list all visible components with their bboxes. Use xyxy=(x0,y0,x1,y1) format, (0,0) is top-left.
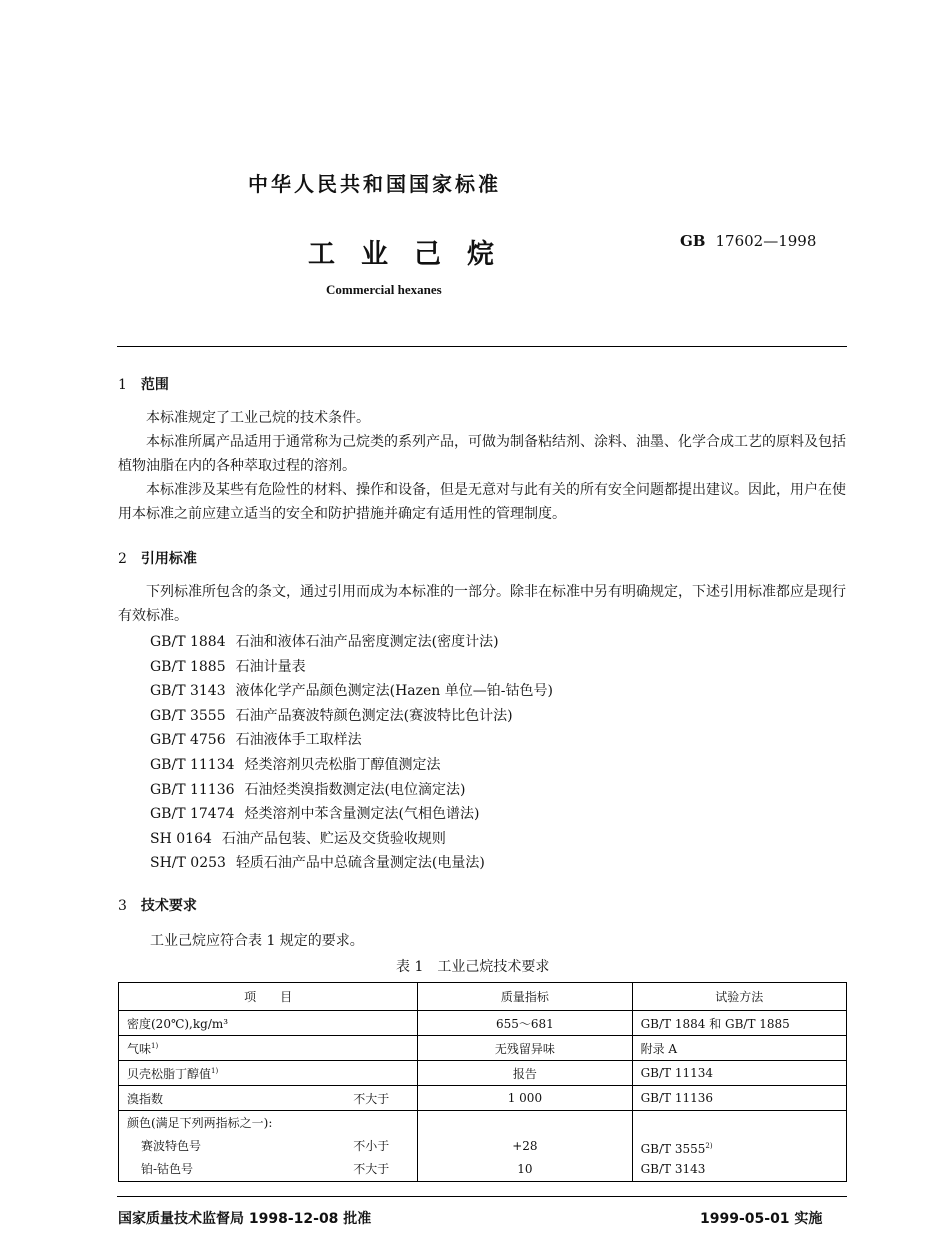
reference-item xyxy=(150,851,553,876)
item-label: 赛波特色号 xyxy=(141,1138,202,1153)
reference-title: 石油液体手工取样法 xyxy=(235,732,362,749)
table-row xyxy=(119,1061,847,1086)
reference-title: 石油产品包装、贮运及交货验收规则 xyxy=(221,830,446,847)
row-method: GB/T 1884 和 GB/T 1885 xyxy=(632,1011,846,1036)
reference-title: 石油计量表 xyxy=(235,658,306,675)
row-value: 1 000 xyxy=(418,1086,632,1111)
color-sub-value: +28 xyxy=(512,1138,538,1153)
reference-code: GB/T 1884 xyxy=(150,634,226,650)
standard-code: 17602—1998 xyxy=(715,232,817,250)
section-1-heading xyxy=(118,374,169,394)
section-2-heading xyxy=(118,548,197,568)
footnote-mark: 1) xyxy=(211,1066,219,1075)
reference-item xyxy=(150,802,553,827)
row-value: 报告 xyxy=(418,1061,632,1086)
reference-item xyxy=(150,630,553,655)
reference-code: GB/T 1885 xyxy=(150,658,226,675)
color-sub-method xyxy=(641,1135,838,1158)
limit-label: 不大于 xyxy=(353,1161,390,1176)
section-3-heading xyxy=(118,895,197,915)
row-method: GB/T 11134 xyxy=(632,1061,846,1086)
standard-number xyxy=(680,232,816,250)
reference-item xyxy=(150,704,553,729)
header-divider xyxy=(117,346,847,347)
reference-title: 石油和液体石油产品密度测定法(密度计法) xyxy=(235,634,499,650)
item-label: 气味 xyxy=(127,1041,152,1056)
section-title: 技术要求 xyxy=(140,898,197,914)
reference-item xyxy=(150,827,553,852)
paragraph: 本标准所属产品适用于通常称为己烷类的系列产品，可做为制备粘结剂、涂料、油墨、化学合成工艺的原料及包括植物油脂在内的各种萃取过程的溶剂。 xyxy=(118,434,846,474)
footnote-mark: 1) xyxy=(151,1041,159,1050)
color-sub-item xyxy=(127,1135,409,1158)
header-item: 项 目 xyxy=(119,983,418,1011)
reference-list xyxy=(150,630,553,876)
spec-table xyxy=(118,982,847,1182)
color-sub-value: 10 xyxy=(517,1161,533,1176)
row-value: 无残留异味 xyxy=(418,1036,632,1061)
table-row-color xyxy=(119,1111,847,1182)
section-title: 范围 xyxy=(140,377,169,393)
reference-item xyxy=(150,728,553,753)
reference-title: 烃类溶剂中苯含量测定法(气相色谱法) xyxy=(244,806,480,823)
paragraph: 下列标准所包含的条文，通过引用而成为本标准的一部分。除非在标准中另有明确规定，下述引用标准都应是现行有效标准。 xyxy=(118,584,846,624)
row-item xyxy=(119,1086,418,1111)
reference-code: GB/T 3555 xyxy=(150,707,226,724)
item-label: 贝壳松脂丁醇值 xyxy=(127,1066,212,1081)
row-item xyxy=(119,1061,418,1086)
paragraph: 本标准规定了工业己烷的技术条件。 xyxy=(146,410,370,426)
reference-item xyxy=(150,778,553,803)
row-value: 655～681 xyxy=(418,1011,632,1036)
section-number: 1 xyxy=(118,377,127,393)
reference-item xyxy=(150,655,553,680)
reference-title: 石油产品赛波特颜色测定法(赛波特比色计法) xyxy=(235,707,513,724)
table-header-row xyxy=(119,983,847,1011)
item-label: 密度(20℃),kg/m³ xyxy=(127,1016,229,1031)
section-3-intro: 工业己烷应符合表 1 规定的要求。 xyxy=(150,933,364,949)
reference-code: SH/T 0253 xyxy=(150,855,226,872)
standard-org-heading: 中华人民共和国国家标准 xyxy=(248,172,501,196)
row-value xyxy=(418,1111,632,1182)
reference-code: GB/T 3143 xyxy=(150,683,226,700)
limit-label: 不小于 xyxy=(353,1138,390,1153)
footer-divider xyxy=(117,1196,847,1197)
table-row xyxy=(119,1036,847,1061)
item-label: 铂-钴色号 xyxy=(141,1161,194,1176)
standard-prefix: GB xyxy=(680,232,706,250)
row-item xyxy=(119,1011,418,1036)
reference-code: SH 0164 xyxy=(150,830,212,847)
method-label: GB/T 3555 xyxy=(640,1141,706,1156)
table-row xyxy=(119,1086,847,1111)
reference-title: 轻质石油产品中总硫含量测定法(电量法) xyxy=(235,855,485,872)
color-sub-method: GB/T 3143 xyxy=(640,1161,706,1176)
row-item xyxy=(119,1036,418,1061)
reference-code: GB/T 11134 xyxy=(150,756,235,773)
footnote-mark: 2) xyxy=(705,1141,713,1150)
implementation-line: 1999-05-01 实施 xyxy=(700,1211,823,1227)
header-method: 试验方法 xyxy=(632,983,846,1011)
section-1-body xyxy=(118,406,848,526)
table-row xyxy=(119,1011,847,1036)
item-label: 溴指数 xyxy=(127,1091,164,1106)
section-title: 引用标准 xyxy=(140,551,197,567)
row-method xyxy=(632,1111,846,1182)
table-caption: 表 1 工业己烷技术要求 xyxy=(396,959,550,975)
header-value: 质量指标 xyxy=(418,983,632,1011)
english-title: Commercial hexanes xyxy=(326,282,442,297)
color-sub-item xyxy=(127,1158,409,1181)
reference-title: 烃类溶剂贝壳松脂丁醇值测定法 xyxy=(244,756,441,773)
reference-code: GB/T 4756 xyxy=(150,732,226,749)
reference-code: GB/T 11136 xyxy=(150,781,235,798)
reference-item xyxy=(150,679,553,704)
row-method: GB/T 11136 xyxy=(632,1086,846,1111)
document-title: 工业己烷 xyxy=(308,239,520,270)
reference-code: GB/T 17474 xyxy=(150,806,235,823)
paragraph: 本标准涉及某些有危险性的材料、操作和设备，但是无意对与此有关的所有安全问题都提出建议。因此，用户在使用本标准之前应建立适当的安全和防护措施并确定有适用性的管理制度。 xyxy=(118,482,846,522)
row-item xyxy=(119,1111,418,1182)
approval-line: 国家质量技术监督局 1998-12-08 批准 xyxy=(118,1211,372,1227)
section-2-intro xyxy=(118,580,848,628)
section-number: 2 xyxy=(118,551,127,567)
section-number: 3 xyxy=(118,898,127,914)
reference-title: 石油烃类溴指数测定法(电位滴定法) xyxy=(244,781,466,798)
limit-label: 不大于 xyxy=(353,1091,390,1106)
reference-title: 液体化学产品颜色测定法(Hazen 单位—铂-钴色号) xyxy=(235,683,553,700)
reference-item xyxy=(150,753,553,778)
color-group-label: 颜色(满足下列两指标之一): xyxy=(127,1115,273,1130)
row-method: 附录 A xyxy=(632,1036,846,1061)
